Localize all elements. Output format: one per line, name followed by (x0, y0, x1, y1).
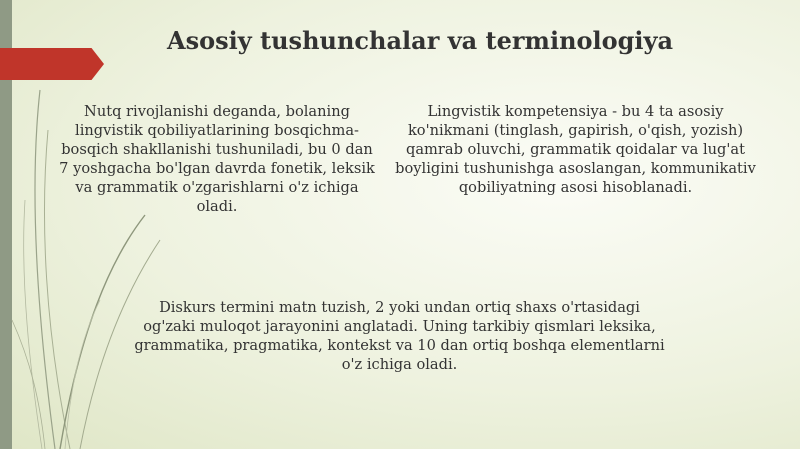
accent-arrow (0, 48, 104, 80)
text-block-discourse: Diskurs termini matn tuzish, 2 yoki undan ortiq shaxs o'rtasidagi og'zaki muloqot jarayonini anglatadi. Uning tarkibiy qismlari leksika, grammatika, pragmatika, kontekst va 10 dan ortiq boshqa elementlarni o'z ichiga oladi. (134, 299, 665, 373)
text-block-linguistic-competence: Lingvistik kompetensiya - bu 4 ta asosiy ko'nikmani (tinglash, gapirish, o'qish, yozish) qamrab oluvchi, grammatik qoidalar va lug'at boyligini tushunishga asoslangan, kommunikativ qobiliyatning asosi hisoblanadi. (395, 103, 756, 196)
slide-title: Asosiy tushunchalar va terminologiya (166, 26, 674, 55)
text-block-speech-development: Nutq rivojlanishi deganda, bolaning lingvistik qobiliyatlarining bosqichma-bosqich shakllanishi tushuniladi, bu 0 dan 7 yoshgacha bo'lgan davrda fonetik, leksik va grammatik o'zgarishlarni o'z ichiga oladi. (59, 103, 375, 215)
